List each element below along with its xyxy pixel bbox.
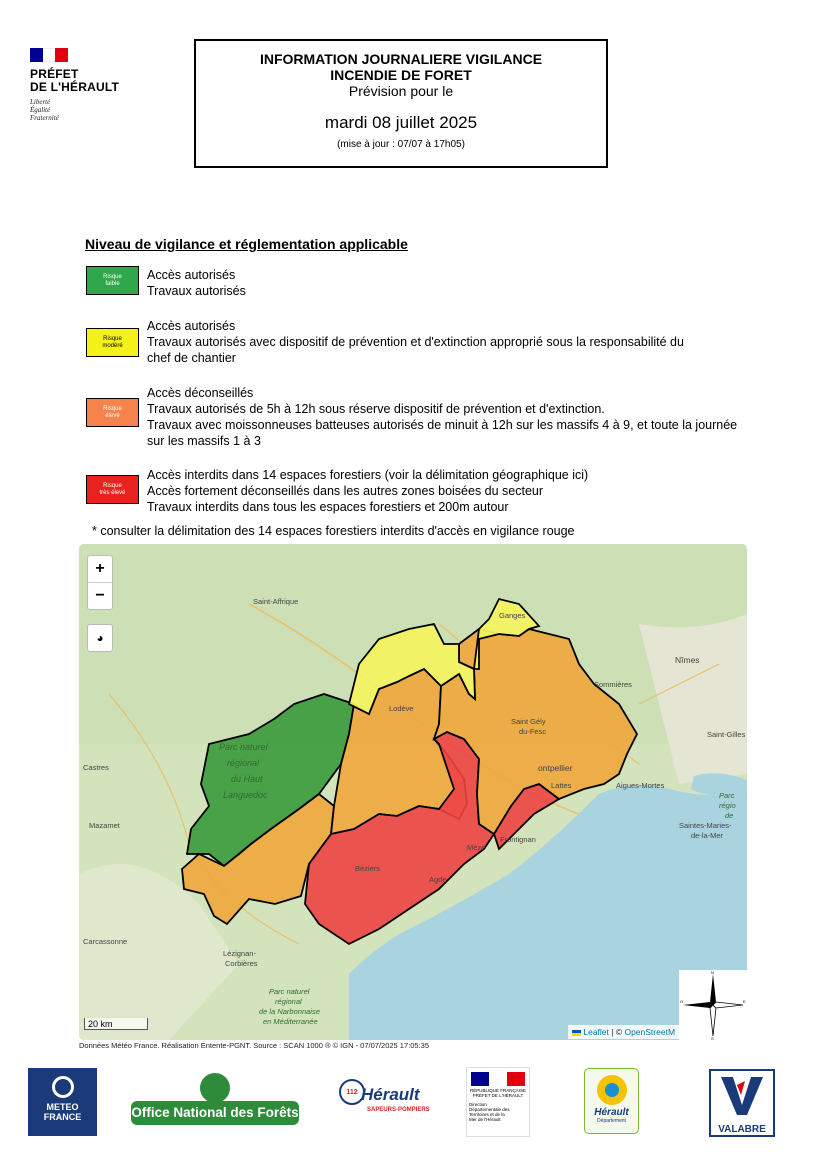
meteo-line1: METEO — [46, 1102, 79, 1112]
prefecture-name — [30, 68, 140, 94]
place-corbieres: Corbières — [225, 959, 258, 968]
park-n-3: de la Narbonnaise — [259, 1007, 320, 1016]
risk-text-high — [147, 385, 737, 449]
park-c-2: régio — [719, 801, 736, 810]
place-montpellier: ontpellier — [538, 763, 573, 773]
compass-needle-w — [683, 1002, 713, 1008]
legend-title: Niveau de vigilance et réglementation applicable — [85, 236, 408, 252]
prefecture-logo — [30, 48, 140, 122]
flag-white — [43, 48, 56, 62]
meteo-france-logo — [28, 1068, 97, 1136]
risk-high-line: Travaux autorisés de 5h à 12h sous réserve dispositif de prévention et d'extinction. — [147, 402, 605, 416]
flag-blue — [30, 48, 43, 62]
risk-text-moderate — [147, 318, 684, 366]
sdis-name: Hérault — [361, 1085, 420, 1104]
risk-very-high-line[interactable]: Accès interdits dans 14 espaces forestiers (voir la délimitation géographique ici) — [147, 468, 589, 482]
risk-high-line: sur les massifs 1 à 3 — [147, 434, 261, 448]
risk-chip-moderate — [86, 328, 139, 357]
place-beziers: Béziers — [355, 864, 381, 873]
map-source: Données Météo France. Réalisation Entente-PGNT. Source : SCAN 1000 ® © IGN - 07/07/2025 17:05:35 — [79, 1041, 429, 1050]
place-saint-gely: Saint Gély — [511, 717, 546, 726]
header-title-line2: INCENDIE DE FORET — [330, 67, 472, 83]
place-meze: Mèze — [467, 843, 486, 852]
risk-very-high-line: Travaux interdits dans tous les espaces forestiers et 200m autour — [147, 500, 509, 514]
chip-high-line2: élevé — [105, 412, 120, 419]
leaflet-flag-icon — [572, 1030, 581, 1036]
valabre-name: VALABRE — [718, 1124, 766, 1135]
chip-moderate-line1: Risque — [103, 335, 122, 342]
compass-icon — [679, 970, 747, 1040]
locate-button[interactable] — [87, 624, 113, 652]
ddtm-line4: Départementale des — [469, 1107, 510, 1112]
chip-high-line1: Risque — [103, 405, 122, 412]
compass-w: O — [680, 999, 684, 1004]
ddtm-flag-icon — [471, 1072, 525, 1086]
meteo-france-emblem-icon — [52, 1076, 74, 1098]
globe-icon: ◕ — [96, 631, 104, 645]
compass-needle-e — [713, 1002, 743, 1008]
park-n-1: Parc naturel — [269, 987, 310, 996]
forecast-date: mardi 08 juillet 2025 — [324, 113, 478, 132]
risk-text-very-high — [147, 467, 588, 515]
chip-very-high-line1: Risque — [103, 482, 122, 489]
update-time: (mise à jour : 07/07 à 17h05) — [337, 139, 465, 150]
compass-e: E — [743, 999, 746, 1004]
bulletin-header — [194, 39, 608, 168]
header-title-line1: INFORMATION JOURNALIERE VIGILANCE — [259, 51, 543, 67]
chip-moderate-line2: modéré — [102, 342, 123, 349]
park-c-1: Parc — [719, 791, 735, 800]
park-hl-2: régional — [227, 758, 260, 768]
compass-s: S — [711, 1036, 714, 1040]
sdis-herault-logo — [337, 1075, 433, 1125]
ddtm-line2: PRÉFET DE L'HÉRAULT — [472, 1093, 524, 1098]
ddtm-line5: Territoires et de la — [469, 1112, 505, 1117]
place-du-fesc: du-Fesc — [519, 727, 547, 736]
risk-high-line: Accès déconseillés — [147, 386, 254, 400]
ddtm-logo — [466, 1067, 530, 1137]
flag-red — [55, 48, 68, 62]
forest-areas-note[interactable]: * consulter la délimitation des 14 espaces forestiers interdits d'accès en vigilance rouge — [92, 524, 575, 538]
park-n-4: en Méditerranée — [263, 1017, 318, 1026]
park-hl-1: Parc naturel — [219, 742, 268, 752]
ddtm-line1: RÉPUBLIQUE FRANÇAISE — [469, 1088, 526, 1093]
park-hl-4: Languedoc — [223, 790, 268, 800]
place-carcassonne: Carcassonne — [83, 937, 128, 946]
place-ganges: Ganges — [499, 611, 526, 620]
risk-low-line: Accès autorisés — [147, 268, 236, 282]
header-subtitle: Prévision pour le — [348, 83, 454, 99]
chip-low-line2: faible — [105, 280, 120, 287]
risk-chip-low — [86, 266, 139, 295]
dept-name: Hérault — [594, 1107, 629, 1118]
park-hl-3: du Haut — [231, 774, 263, 784]
risk-moderate-line: Accès autorisés — [147, 319, 236, 333]
motto-liberte: Liberté — [30, 98, 51, 106]
risk-moderate-line: chef de chantier — [147, 351, 236, 365]
place-nimes: Nîmes — [675, 655, 700, 665]
prefecture-line2: DE L'HÉRAULT — [30, 80, 120, 94]
risk-text-low — [147, 267, 246, 299]
place-castres: Castres — [83, 763, 109, 772]
place-saint-gilles: Saint-Gilles — [707, 730, 746, 739]
ddtm-line6: Mer de l'Hérault — [469, 1117, 501, 1122]
onf-name: Office National des Forêts — [131, 1101, 299, 1125]
place-mazamet: Mazamet — [89, 821, 120, 830]
place-sommieres: Sommières — [594, 680, 632, 689]
risk-moderate-line: Travaux autorisés avec dispositif de prévention et d'extinction approprié sous la responsabilité du — [147, 335, 684, 349]
place-lezignan: Lézignan- — [223, 949, 256, 958]
map-attribution — [568, 1025, 679, 1039]
ddtm-line3: Direction — [469, 1102, 487, 1107]
map-scale: 20 km — [84, 1018, 148, 1030]
place-frontignan: Frontignan — [500, 835, 536, 844]
valabre-logo — [709, 1069, 775, 1137]
compass-rose — [679, 970, 747, 1040]
risk-high-line: Travaux avec moissonneuses batteuses autorisés de minuit à 12h sur les massifs 4 à 9, et toute la journée — [147, 418, 738, 432]
zoom-out-button[interactable]: − — [88, 582, 112, 609]
risk-chip-very-high — [86, 475, 139, 504]
place-saintes-maries-2: de-la-Mer — [691, 831, 724, 840]
park-n-2: régional — [275, 997, 302, 1006]
risk-chip-high — [86, 398, 139, 427]
risk-very-high-line: Accès fortement déconseillés dans les autres zones boisées du secteur — [147, 484, 544, 498]
chip-very-high-line2: très élevé — [99, 489, 126, 496]
motto-egalite: Égalité — [30, 106, 51, 114]
prefecture-line1: PRÉFET — [30, 67, 79, 81]
sdis-number: 112 — [346, 1088, 358, 1096]
valabre-v-icon — [711, 1071, 773, 1119]
zoom-in-button[interactable]: + — [95, 560, 105, 577]
place-saint-affrique: Saint-Affrique — [253, 597, 299, 606]
sun-icon — [597, 1075, 627, 1105]
place-saintes-maries-1: Saintes-Maries- — [679, 821, 732, 830]
chip-low-line1: Risque — [103, 273, 122, 280]
map-canvas — [79, 544, 747, 1040]
republic-motto — [30, 98, 140, 122]
zoom-control — [87, 555, 113, 610]
compass-needle-s — [710, 1005, 716, 1036]
meteo-line2: FRANCE — [43, 1112, 82, 1122]
risk-low-line: Travaux autorisés — [147, 284, 246, 298]
valabre-flame — [737, 1081, 745, 1095]
place-lodeve: Lodève — [389, 704, 414, 713]
place-lattes: Lattes — [551, 781, 572, 790]
onf-logo — [131, 1070, 299, 1128]
compass-n: N — [711, 970, 714, 975]
dept-sub: Département — [597, 1118, 626, 1124]
herault-department-logo — [584, 1068, 639, 1134]
french-flag-icon — [30, 48, 68, 62]
vigilance-map[interactable] — [79, 544, 747, 1040]
park-c-3: de — [725, 811, 734, 820]
place-agde: Agde — [429, 875, 447, 884]
attribution-separator: | © — [608, 1027, 625, 1037]
compass-needle-n — [710, 974, 716, 1005]
osm-link[interactable]: OpenStreetM — [624, 1027, 676, 1037]
sdis-sub: SAPEURS-POMPIERS — [367, 1107, 430, 1113]
motto-fraternite: Fraternité — [30, 114, 59, 122]
place-aigues-mortes: Aigues-Mortes — [616, 781, 665, 790]
leaflet-link[interactable]: Leaflet — [583, 1027, 609, 1037]
